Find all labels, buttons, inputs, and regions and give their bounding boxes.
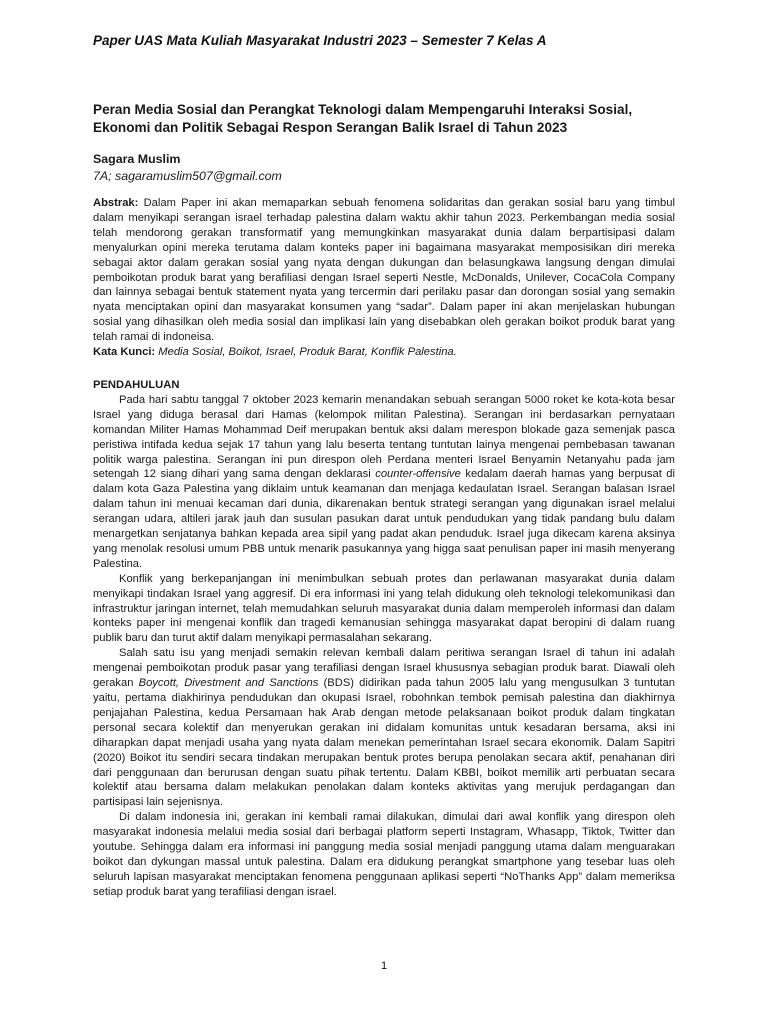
title-line-2: Ekonomi dan Politik Sebagai Respon Serangan Balik Israel di Tahun 2023 [93,120,568,135]
keywords-text: Media Sosial, Boikot, Israel, Produk Barat, Konflik Palestina. [155,346,457,359]
section-heading: PENDAHULUAN [93,378,180,391]
title-line-1: Peran Media Sosial dan Perangkat Teknologi dalam Mempengaruhi Interaksi Sosial, [93,102,633,117]
keywords [93,345,675,360]
paragraph-3-italic: Boycott, Divestment and Sanctions [138,677,319,690]
paper-title [93,101,675,137]
paragraph-2: Konflik yang berkepanjangan ini menimbulkan sebuah protes dan perlawanan masyarakat dunia dalam menyikapi tindakan Israel yang aggresif. Di era informasi ini yang telah didukung oleh teknologi telekomunikasi dan infrastruktur jaringan internet, telah memudahkan seluruh masyarakat dunia dalam memperoleh informasi dan dalam konteks paper ini mengenai konflik dan tragedi kemanusian sehingga masyarakat dapat beropini di dalam ruang publik baru dan turut aktif dalam menyikapi permasalahan sekarang. [93,572,675,645]
paragraph-1 [93,393,675,572]
author-name: Sagara Muslim [93,152,181,166]
page-number: 1 [380,960,388,972]
keywords-label: Kata Kunci: [93,346,156,359]
paragraph-1-text-a: Pada hari sabtu tanggal 7 oktober 2023 kemarin menandakan sebuah serangan 5000 roket ke kota-kota besar Israel yang diduga berasal dari Hamas (kelompok militan Palestina). Serangan ini berdasarkan pernyataan komandan Militer Hamas Mohammad Deif merupakan bentuk aksi dalam merespon blokade gaza semenjak pasca peristiwa intifada kedua sejak 17 tahun yang lalu beserta tentang tuntutan lainya mengenai pembebasan tawanan politik warga palestina. Serangan ini pun direspon oleh Perdana menteri Israel Benyamin Netanyahu pada jam setengah 12 siang dihari yang sama dengan deklarasi [93,393,675,481]
paragraph-4: Di dalam indonesia ini, gerakan ini kembali ramai dilakukan, dimulai dari awal konflik yang direspon oleh masyarakat indonesia melalui media sosial dari berbagai platform seperti Instagram, Whasapp, Tiktok, Twitter dan youtube. Sehingga dalam era informasi ini panggung media sosial menjadi panggung utama dalam menguarakan boikot dan dykungan massal untuk palestina. Dalam era didukung perangkat smartphone yang tesebar luas oleh seluruh lapisan masyarakat menciptakan fenomena penggunaan aplikasi seperti “NoThanks App” dalam memeriksa setiap produk barat yang terafiliasi dengan israel. [93,811,675,898]
paragraph-3-text-a: Salah satu isu yang menjadi semakin relevan kembali dalam peritiwa serangan Israel di tahun ini adalah mengenai pemboikotan produk pasar yang terafiliasi dengan Israel khususnya sebagian produk barat. Diawali oleh gerakan [93,647,675,690]
author-affiliation: 7A; sagaramuslim507@gmail.com [93,169,282,183]
paragraph-1-italic: counter-offensive [375,468,461,481]
paragraph-3-text-b: (BDS) didirikan pada tahun 2005 lalu yang mengusulkan 3 tuntutan yaitu, pertama diakhirinya pendudukan dan okupasi Israel, robohnkan tembok pemisah palestina dan diakhirnya penjajahan Palestina, kedua Persamaan hak Arab dengan metode pelaksanaan boikot produk dalam tingkatan personal secara kolektif dan menyerukan gerakan ini didalam komunitas untuk kesadaran bersama, aksi ini diharapkan dapat menjadi usaha yang nyata dalam menekan pemerintahan Israel secara ekonomik. Dalam Sapitri (2020) Boikot itu sendiri secara tindakan merupakan bentuk protes berupa penolakan secara aktif, penahanan diri dari penggunaan dan berurusan dengan suatu pihak tertentu. Dalam KBBI, boikot memilik arti perbuatan secara kolektif atau bersama dalam melakukan penolakan dalam konteks aktivitas yang merujuk perdagangan dan partisipasi lain sejenisnya. [93,677,675,809]
paragraph-1-text-b: kedalam daerah hamas yang berpusat di dalam kota Gaza Palestina yang diklaim untuk keamanan dan menjaga kedaulatan Israel. Serangan balasan Israel dalam tahun ini menuai kecaman dari dunia, dikarenakan bentuk strategi serangan yang digunakan israel melalui serangan udara, altileri jarak jauh dan susulan pasukan darat untuk pendudukan yang tidak pandang bulu dalam menargetkan senjatanya bahkan kepada area sipil yang padat akan penduduk. Israel juga dikecam karena aksinya yang menolak resolusi umum PBB untuk menarik pasukannya yang higga saat penulisan paper ini masih menyerang Palestina. [93,468,676,570]
abstract-label: Abstrak: [93,197,139,209]
paragraph-3 [93,646,675,810]
abstract-text: Dalam Paper ini akan memaparkan sebuah fenomena solidaritas dan gerakan sosial baru yang timbul dalam menyikapi serangan israel terhadap palestina dalam waktu akhir tahun 2023. Perkembangan media sosial telah mendorong gerakan transformatif yang memungkinkan masyarakat dunia dalam berpartisipasi dalam menyalurkan opini mereka terutama dalam konteks paper ini bagaimana masyarakat memposisikan diri mereka sebagai aktor dalam gerakan sosial yang nyata dengan dukungan dan belasungkawa langsung dengan dimulai pemboikotan produk barat yang berafiliasi dengan Israel seperti Nestle, McDonalds, Unilever, CocaCola Company dan lainnya sebagai bentuk statement nyata yang tercermin dari perilaku pasar dan dorongan sosial yang semakin nyata menciptakan opini dan masyarakat konsumen yang “sadar”. Dalam paper ini akan menjelaskan hubungan sosial yang dihasilkan oleh media sosial dan implikasi lain yang disebabkan oleh gerakan boikot produk barat yang telah ramai di indoneisa. [93,197,675,344]
running-header: Paper UAS Mata Kuliah Masyarakat Industri 2023 – Semester 7 Kelas A [93,33,547,48]
paper-body [93,101,675,900]
abstract [93,196,675,345]
